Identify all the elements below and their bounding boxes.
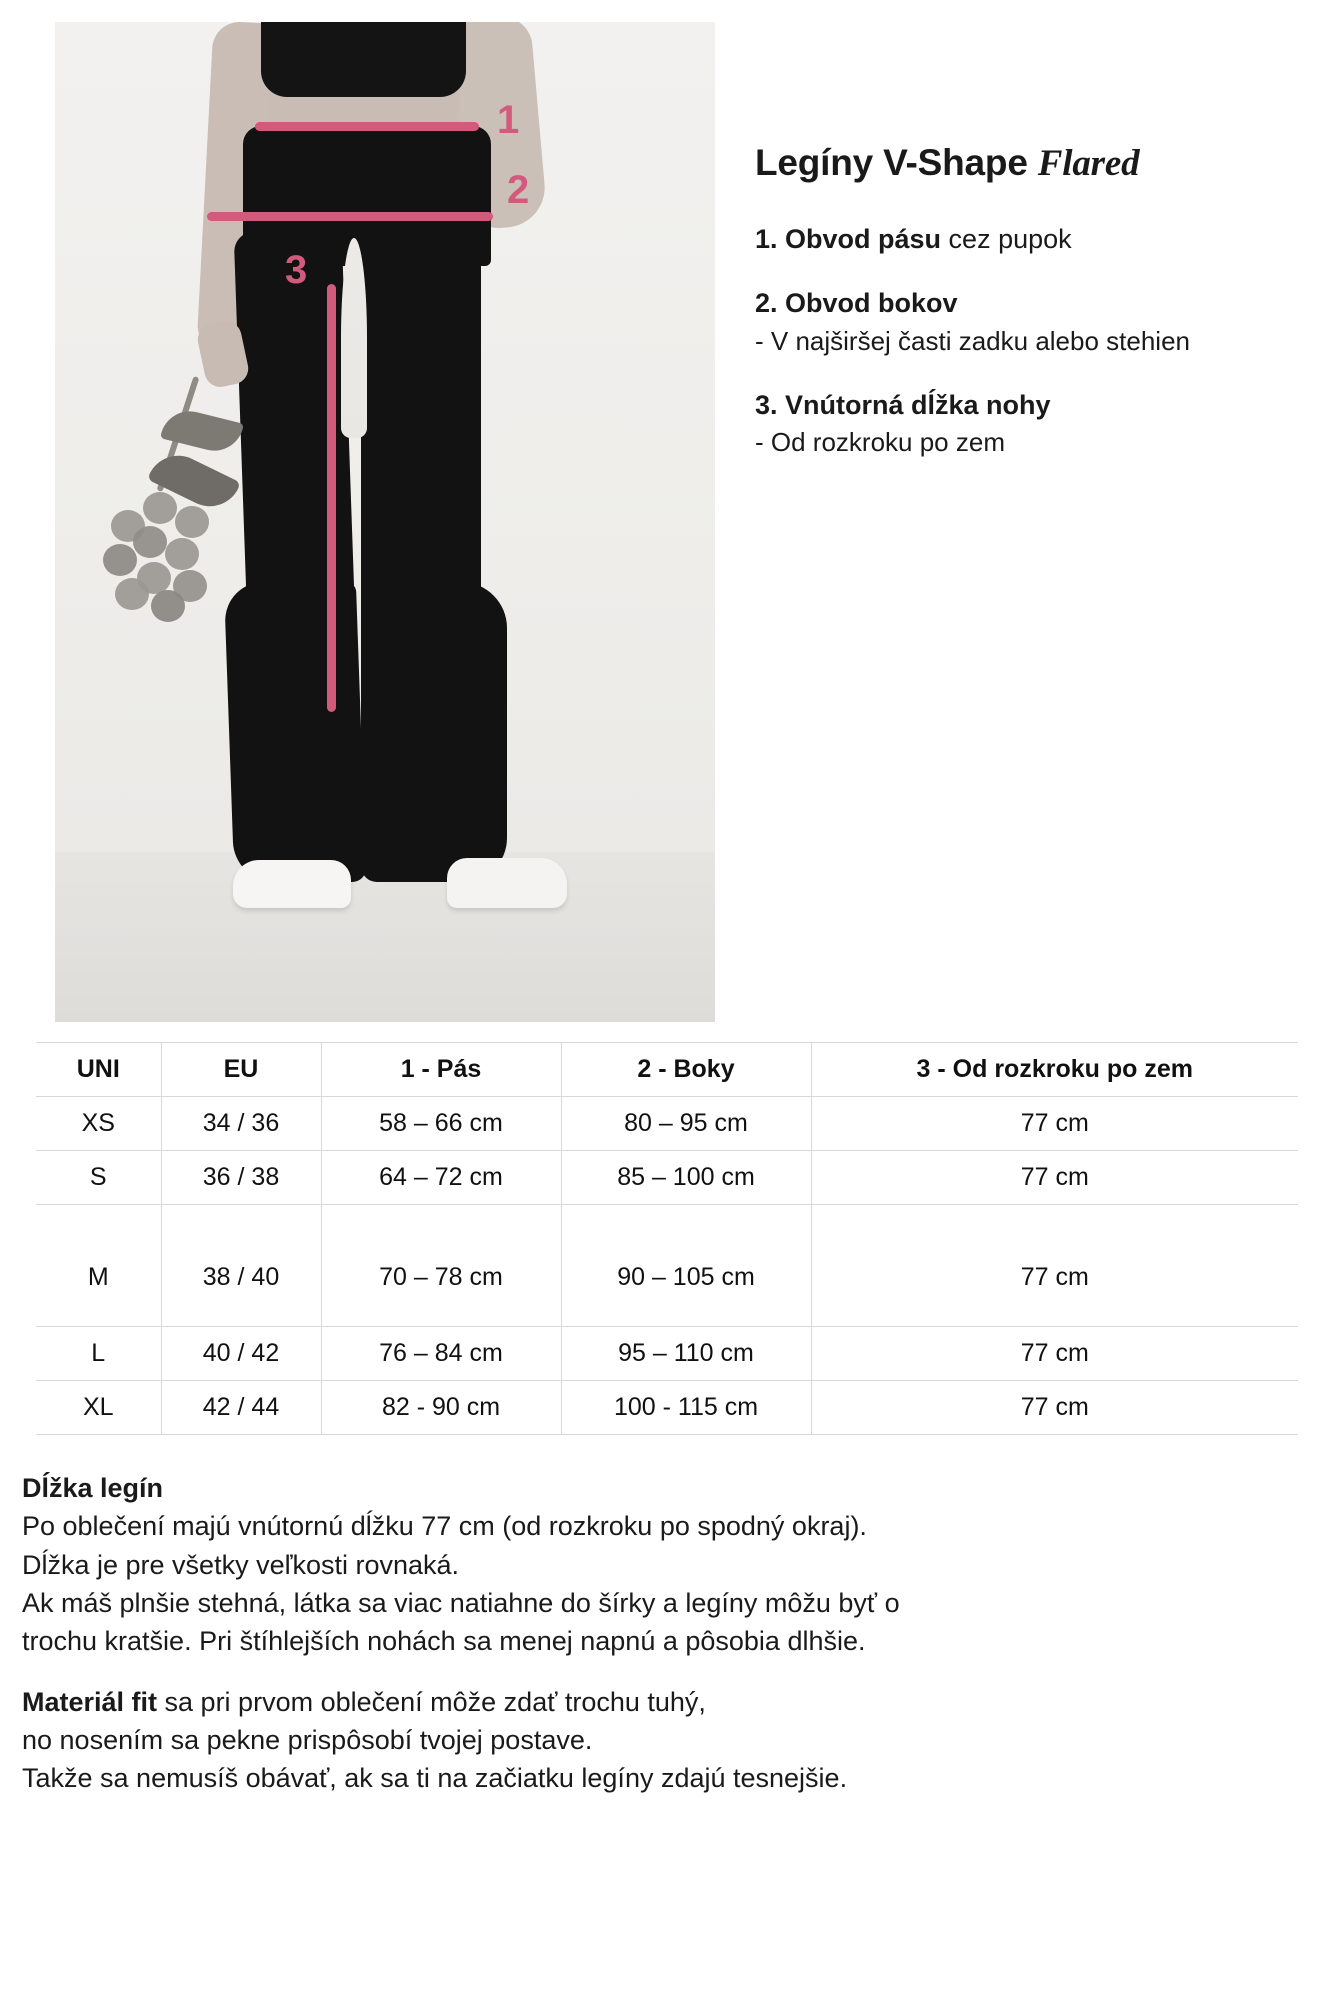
table-header-waist: 1 - Pás (321, 1043, 561, 1097)
notes-line-4: trochu kratšie. Pri štíhlejších nohách sa menej napnú a pôsobia dlhšie. (22, 1626, 866, 1657)
notes-material-rest: sa pri prvom oblečení môže zdať trochu tuhý, (157, 1686, 706, 1717)
measurement-1-rest: cez pupok (941, 224, 1072, 254)
cell-inseam: 77 cm (811, 1327, 1298, 1381)
cell-uni: M (36, 1205, 161, 1327)
cell-eu: 36 / 38 (161, 1151, 321, 1205)
cell-waist: 58 – 66 cm (321, 1097, 561, 1151)
cell-waist: 82 - 90 cm (321, 1381, 561, 1435)
model-crop-top (261, 22, 466, 97)
cell-hips: 95 – 110 cm (561, 1327, 811, 1381)
right-sneaker (447, 858, 567, 908)
table-header-eu: EU (161, 1043, 321, 1097)
table-row (36, 1205, 1298, 1327)
cell-inseam: 77 cm (811, 1151, 1298, 1205)
measurement-2-lead: 2. Obvod bokov (755, 288, 958, 319)
notes-line-6: Takže sa nemusíš obávať, ak sa ti na začiatku legíny zdajú tesnejšie. (22, 1763, 848, 1794)
size-table (36, 1042, 1298, 1435)
notes-line-1: Po oblečení majú vnútornú dĺžku 77 cm (od rozkroku po spodný okraj). (22, 1511, 867, 1542)
cell-uni: XL (36, 1381, 161, 1435)
cell-eu: 40 / 42 (161, 1327, 321, 1381)
cell-eu: 34 / 36 (161, 1097, 321, 1151)
length-notes (22, 1469, 1311, 1798)
cell-eu: 42 / 44 (161, 1381, 321, 1435)
cell-uni: XS (36, 1097, 161, 1151)
measurement-3-sub: - Od rozkroku po zem (755, 427, 1005, 458)
notes-line-5: no nosením sa pekne prispôsobí tvojej postave. (22, 1724, 593, 1755)
measurement-item-2 (755, 285, 1315, 359)
notes-line-3: Ak máš plnšie stehná, látka sa viac natiahne do šírky a legíny môžu byť o (22, 1587, 900, 1618)
measure-line-3 (327, 284, 336, 712)
cell-inseam: 77 cm (811, 1205, 1298, 1327)
cell-waist: 64 – 72 cm (321, 1151, 561, 1205)
cell-eu: 38 / 40 (161, 1205, 321, 1327)
notes-material-line (22, 1683, 1311, 1721)
notes-heading: Dĺžka legín (22, 1473, 164, 1503)
measurement-2-sub: - V najširšej časti zadku alebo stehien (755, 325, 1191, 356)
table-header-hips: 2 - Boky (561, 1043, 811, 1097)
cell-waist: 76 – 84 cm (321, 1327, 561, 1381)
table-header-row (36, 1043, 1298, 1097)
leg-gap (341, 238, 367, 438)
cell-waist: 70 – 78 cm (321, 1205, 561, 1327)
cell-inseam: 77 cm (811, 1097, 1298, 1151)
page-title-main: Legíny V-Shape (755, 142, 1038, 183)
table-header-inseam: 3 - Od rozkroku po zem (811, 1043, 1298, 1097)
measure-number-2: 2 (507, 168, 530, 212)
cell-uni: L (36, 1327, 161, 1381)
cell-uni: S (36, 1151, 161, 1205)
notes-line-2: Dĺžka je pre všetky veľkosti rovnaká. (22, 1549, 460, 1580)
measure-line-2 (207, 212, 493, 221)
measurement-instructions (715, 22, 1315, 489)
page-title (755, 142, 1315, 185)
leggings-right-leg (361, 232, 481, 882)
table-row (36, 1381, 1298, 1435)
cell-hips: 100 - 115 cm (561, 1381, 811, 1435)
measurement-1-lead (755, 221, 1315, 257)
notes-material-bold: Materiál fit (22, 1686, 158, 1717)
measure-line-1 (255, 122, 479, 131)
cell-hips: 85 – 100 cm (561, 1151, 811, 1205)
table-row (36, 1097, 1298, 1151)
page-title-italic: Flared (1037, 143, 1140, 184)
measurement-3-lead: 3. Vnútorná dĺžka nohy (755, 389, 1051, 420)
measure-number-3: 3 (285, 248, 308, 292)
measurement-item-1 (755, 221, 1315, 257)
hydrangea-bloom (103, 492, 243, 622)
size-table-wrapper (36, 1042, 1297, 1435)
model-photo-image (55, 22, 715, 1022)
table-row (36, 1327, 1298, 1381)
notes-spacer (22, 1661, 1311, 1683)
cell-hips: 90 – 105 cm (561, 1205, 811, 1327)
table-header-uni: UNI (36, 1043, 161, 1097)
cell-inseam: 77 cm (811, 1381, 1298, 1435)
measurement-1-bold: 1. Obvod pásu (755, 224, 942, 254)
measurement-item-3 (755, 387, 1315, 461)
left-sneaker (233, 860, 351, 908)
cell-hips: 80 – 95 cm (561, 1097, 811, 1151)
table-row (36, 1151, 1298, 1205)
product-photo (55, 22, 715, 1022)
measure-number-1: 1 (497, 98, 520, 142)
